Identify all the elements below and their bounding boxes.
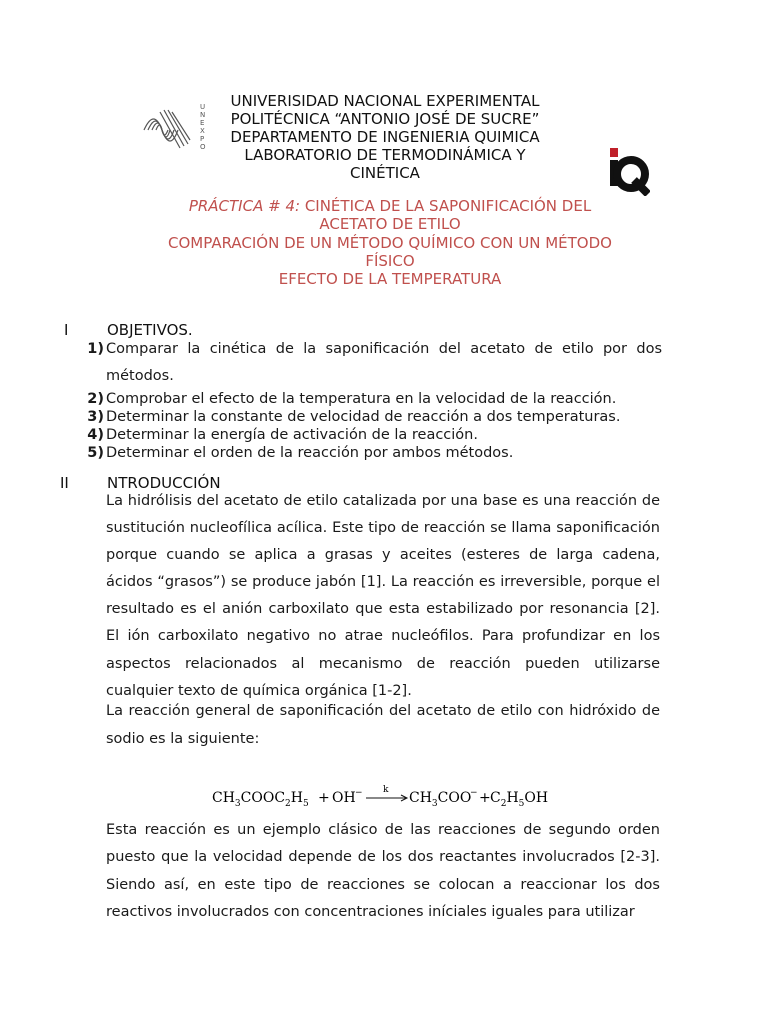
- introduction-paragraph-2: La reacción general de saponificación del acetato de etilo con hidróxido de sodio es la siguiente:: [106, 703, 660, 747]
- equation-charge-1: −: [355, 788, 363, 798]
- equation-product-2: $C_2H_5OH$: [490, 790, 549, 809]
- list-item-number: 1): [87, 341, 104, 357]
- list-item-text: Determinar la energía de activación de la reacción.: [106, 427, 478, 443]
- practice-title-text: CINÉTICA DE LA SAPONIFICACIÓN DEL: [300, 197, 592, 215]
- list-item-text: Determinar el orden de la reacción por ambos métodos.: [106, 445, 514, 461]
- list-item-number: 3): [87, 409, 104, 425]
- equation-reactant-2: OH: [332, 790, 356, 806]
- list-item: [62, 390, 662, 408]
- iq-logo: [606, 146, 650, 196]
- practice-title-line-5: EFECTO DE LA TEMPERATURA: [278, 270, 502, 289]
- section-numeral-i: I: [64, 321, 69, 339]
- practice-title-line-1: [110, 197, 670, 215]
- list-item-text: Comparar la cinética de la saponificación del acetato de etilo por dos métodos.: [106, 341, 662, 384]
- list-item: [62, 408, 662, 426]
- svg-text:N: N: [200, 111, 206, 119]
- university-header: [200, 92, 570, 182]
- list-item-number: 2): [87, 391, 104, 407]
- introduction-paragraph-3: Esta reacción es un ejemplo clásico de las reacciones de segundo orden puesto que la velocidad depende de los dos reactantes involucrados [2-3]. Siendo así, en este tipo de reacciones se colocan a reaccionar los dos reactivos involucrados con concentraciones iníciales iguales para utilizar: [106, 822, 660, 920]
- header-line-4: LABORATORIO DE TERMODINÁMICA Y: [244, 146, 526, 164]
- equation-reactant-1: $CH_3COOC_2H_5$: [212, 790, 309, 809]
- logo-letter: U: [200, 103, 206, 111]
- list-item-text: Determinar la constante de velocidad de reacción a dos temperaturas.: [106, 409, 621, 425]
- introduction-heading: NTRODUCCIÓN: [107, 474, 221, 492]
- header-line-1: UNIVERISIDAD NACIONAL EXPERIMENTAL: [230, 92, 540, 110]
- header-line-2: POLITÉCNICA “ANTONIO JOSÉ DE SUCRE”: [230, 110, 540, 128]
- practice-title-line-3: COMPARACIÓN DE UN MÉTODO QUÍMICO CON UN MÉTODO: [168, 233, 612, 252]
- list-item-number: 5): [87, 445, 104, 461]
- section-numeral-ii: II: [60, 474, 69, 492]
- practice-title-line-2: ACETATO DE ETILO: [319, 215, 461, 234]
- equation-plus-2: +: [479, 790, 491, 806]
- equation-plus-1: +: [318, 790, 330, 806]
- header-line-3: DEPARTAMENTO DE INGENIERIA QUIMICA: [230, 128, 540, 146]
- objectives-list: [62, 340, 662, 462]
- reaction-equation: [212, 784, 572, 810]
- equation-product-1: $CH_3COO$: [409, 790, 472, 809]
- list-item-number: 4): [87, 427, 104, 443]
- introduction-paragraph-1: La hidrólisis del acetato de etilo catalizada por una base es una reacción de sustitución nucleofílica acílica. Este tipo de reacción se llama saponificación porque cuando se aplica a grasas y aceites (esteres de larga cadena, ácidos “grasos”) se produce jabón [1]. La reacción es irreversible, porque el resultado es el anión carboxilato que esta estabilizado por resonancia [2]. El ión carboxilato negativo no atrae nucleófilos. Para profundizar en los aspectos relacionados al mecanismo de reacción pueden utilizarse cualquier texto de química orgánica [1-2].: [106, 493, 660, 699]
- svg-text:O: O: [200, 143, 206, 151]
- list-item: [62, 426, 662, 444]
- practice-title-line-4: FÍSICO: [365, 251, 415, 270]
- list-item-text: Comprobar el efecto de la temperatura en la velocidad de la reacción.: [106, 391, 617, 407]
- practice-number: PRÁCTICA # 4:: [188, 197, 301, 215]
- svg-text:E: E: [200, 119, 205, 127]
- list-item: [62, 340, 662, 390]
- objectives-heading: OBJETIVOS.: [107, 321, 193, 339]
- practice-title: [110, 197, 670, 288]
- svg-text:X: X: [200, 127, 205, 135]
- svg-text:P: P: [200, 135, 205, 143]
- list-item: [62, 444, 662, 462]
- equation-charge-2: −: [470, 788, 478, 798]
- rate-constant-label: k: [383, 785, 389, 795]
- header-line-5: CINÉTICA: [350, 164, 420, 182]
